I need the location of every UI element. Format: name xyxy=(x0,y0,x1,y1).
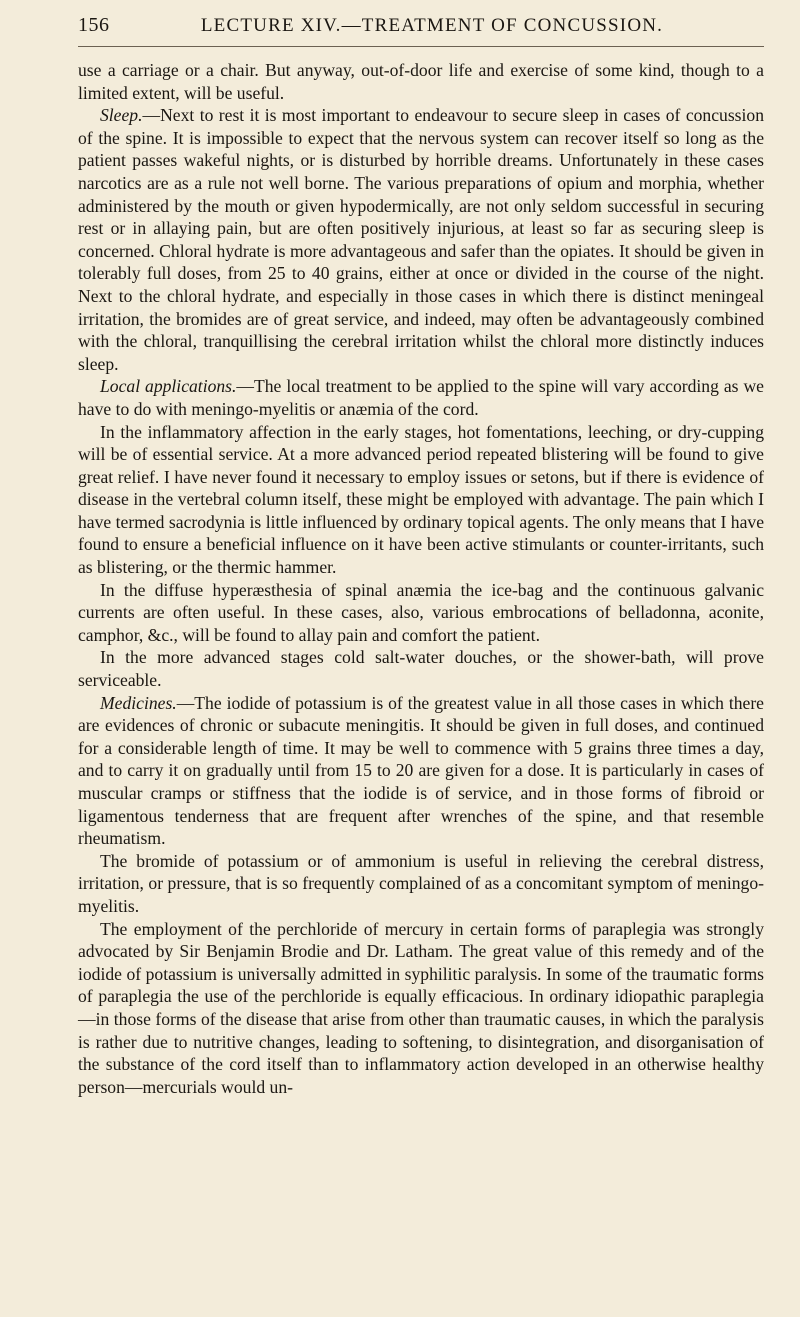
paragraph-text: —The iodide of potassium is of the greatest value in all those cases in which there are evidences of chronic or subacute meningitis. It should be given in full doses, and continued for a considerable length of time. It may be well to commence with 5 grains three times a day, and to carry it on gradually until from 15 to 20 are given for a dose. It is particularly in cases of muscular cramps or stiffness that the iodide is of service, and in those forms of fibroid or ligamentous tenderness that are frequent after wrenches of the spine, and that resemble rheumatism. xyxy=(78,692,764,849)
paragraph-bromide xyxy=(78,850,764,918)
running-title: LECTURE XIV.—TREATMENT OF CONCUSSION. xyxy=(200,15,664,36)
run-in-heading-local-applications: Local applications. xyxy=(100,376,237,397)
paragraph-continuation xyxy=(78,59,764,104)
paragraph-text: —The local treatment to be applied to the spine will vary according as we have to do with meningo-myelitis or anæmia of the cord. xyxy=(78,376,764,419)
paragraph-inflammatory xyxy=(78,421,764,579)
paragraph-text: In the more advanced stages cold salt-water douches, or the shower-bath, will prove serviceable. xyxy=(78,647,764,691)
run-in-heading-medicines: Medicines. xyxy=(100,692,177,713)
paragraph-sleep xyxy=(78,104,764,375)
paragraph-advanced-stages xyxy=(78,646,764,691)
paragraph-hyperaesthesia xyxy=(78,579,764,647)
paragraph-text: In the inflammatory affection in the early stages, hot fomentations, leeching, or dry-cupping will be of essential service. At a more advanced period repeated blistering will be found to give great relief. I have never found it necessary to employ issues or setons, but if there is evidence of disease in the vertebral column itself, these might be employed with advantage. The pain which I have termed sacrodynia is little influenced by ordinary topical agents. The only means that I have found to ensure a beneficial influence on it have been active stimulants or counter-irritants, such as blistering, or the thermic hammer. xyxy=(78,421,764,578)
paragraph-medicines xyxy=(78,692,764,850)
paragraph-perchloride xyxy=(78,918,764,1099)
paragraph-text: use a carriage or a chair. But anyway, out-of-door life and exercise of some kind, though to a limited extent, will be useful. xyxy=(78,60,764,103)
paragraph-text: The bromide of potassium or of ammonium is useful in relieving the cerebral distress, irritation, or pressure, that is so frequently complained of as a concomitant symptom of meningo-myelitis. xyxy=(78,850,764,916)
paragraph-text: —Next to rest it is most important to endeavour to secure sleep in cases of concussion of the spine. It is impossible to expect that the nervous system can recover itself so long as the patient passes wakeful nights, or is disturbed by horrible dreams. Unfortunately in these cases narcotics are as a rule not well borne. The various preparations of opium and morphia, whether administered by the mouth or given hypodermically, are not only seldom successful in securing rest or in allaying pain, but are often positively injurious, at least so far as securing sleep is concerned. Chloral hydrate is more advantageous and safer than the opiates. It should be given in tolerably full doses, from 25 to 40 grains, either at once or divided in the course of the night. Next to the chloral hydrate, and especially in those cases in which there is distinct meningeal irritation, the bromides are of great service, and indeed, may often be advantageously combined with the chloral, tranquillising the cerebral irritation whilst the chloral more distinctly induces sleep. xyxy=(78,105,764,374)
paragraph-text: In the diffuse hyperæsthesia of spinal anæmia the ice-bag and the continuous galvanic currents are often useful. In these cases, also, various embrocations of belladonna, aconite, camphor, &c., will be found to allay pain and comfort the patient. xyxy=(78,579,764,645)
paragraph-text: The employment of the perchloride of mercury in certain forms of paraplegia was strongly advocated by Sir Benjamin Brodie and Dr. Latham. The great value of this remedy and of the iodide of potassium is universally admitted in syphilitic paralysis. In some of the traumatic forms of paraplegia the use of the perchloride is equally efficacious. In ordinary idiopathic paraplegia—in those forms of the disease that arise from other than traumatic causes, in which the paralysis is rather due to nutritive changes, leading to softening, to disintegration, and disorganisation of the substance of the cord itself than to inflammatory action developed in an otherwise healthy person—mercurials would un- xyxy=(78,918,764,1097)
body-text xyxy=(78,59,764,1098)
paragraph-local-applications xyxy=(78,375,764,420)
run-in-heading-sleep: Sleep. xyxy=(100,105,143,126)
running-head xyxy=(78,14,764,47)
page-number: 156 xyxy=(78,14,110,36)
